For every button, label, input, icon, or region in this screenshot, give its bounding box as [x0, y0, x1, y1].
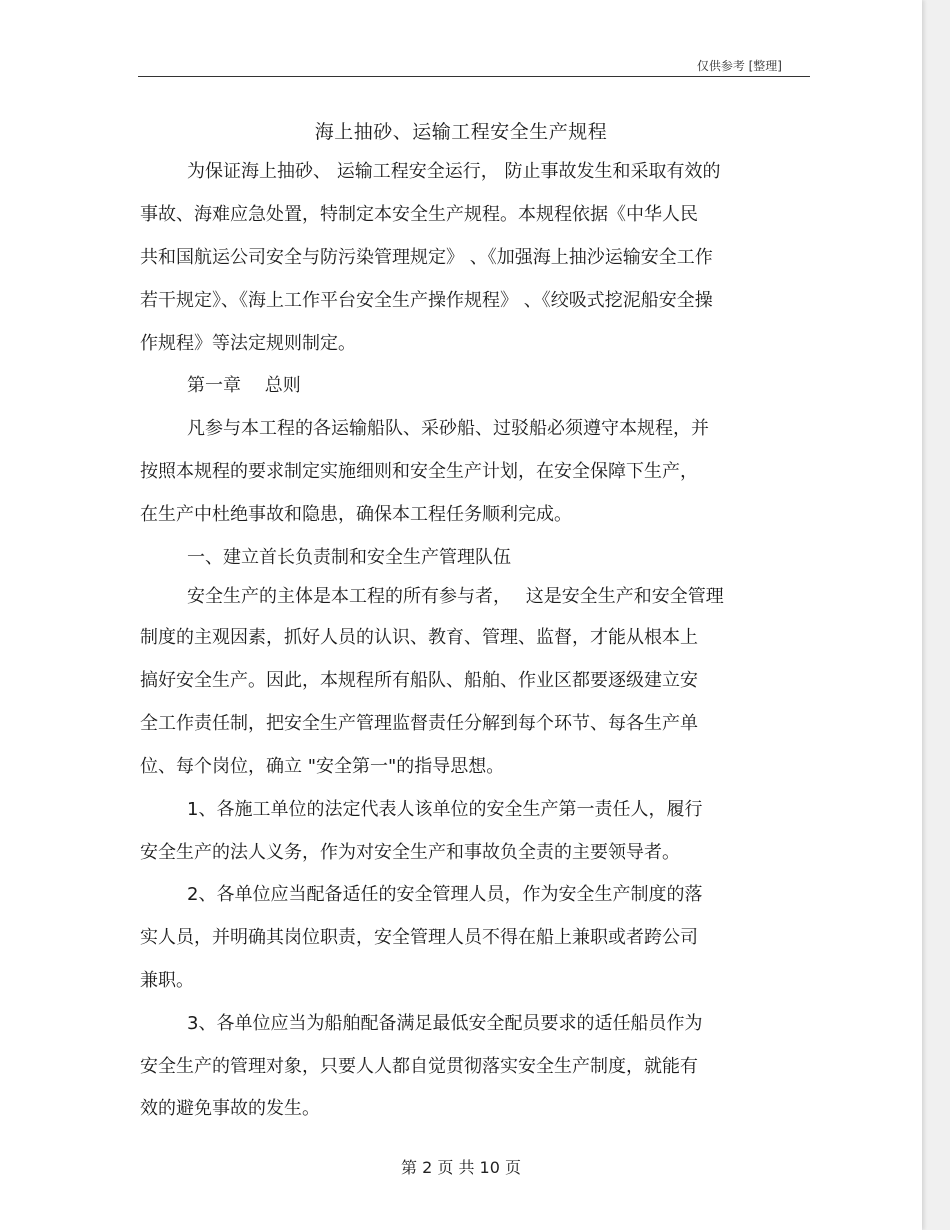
paragraph-line: 安全生产的管理对象，只要人人都自觉贯彻落实安全生产制度，就能有 [140, 1056, 698, 1077]
paragraph-line: 全工作责任制，把安全生产管理监督责任分解到每个环节、每各生产单 [140, 713, 698, 734]
document-title: 海上抽砂、运输工程安全生产规程 [314, 121, 608, 143]
paragraph-line: 制度的主观因素，抓好人员的认识、教育、管理、监督，才能从根本上 [140, 627, 698, 648]
paragraph-line: 安全生产的法人义务，作为对安全生产和事故负全责的主要领导者。 [140, 842, 680, 863]
paragraph-line: 兼职。 [140, 970, 194, 991]
paragraph-line: 实人员，并明确其岗位职责，安全管理人员不得在船上兼职或者跨公司 [140, 927, 698, 948]
paragraph-line: 凡参与本工程的各运输船队、采砂船、过驳船必须遵守本规程，并 [187, 418, 709, 439]
paragraph-line: 事故、海难应急处置，特制定本安全生产规程。本规程依据《中华人民 [140, 204, 698, 225]
paragraph-line: 若干规定》、《海上工作平台安全生产操作规程》 、《绞吸式挖泥船安全操 [140, 290, 713, 311]
header-note: 仅供参考 [整理] [696, 59, 782, 73]
paragraph-line: 作规程》等法定规则制定。 [140, 333, 356, 354]
paragraph-line: 效的避免事故的发生。 [140, 1098, 320, 1119]
header-divider [138, 76, 810, 77]
paragraph-line: 按照本规程的要求制定实施细则和安全生产计划，在安全保障下生产， [140, 461, 698, 482]
section-heading: 一、建立首长负责制和安全生产管理队伍 [187, 547, 511, 568]
paragraph-line: 2、各单位应当配备适任的安全管理人员，作为安全生产制度的落 [187, 884, 703, 905]
page-number-footer: 第 2 页 共 10 页 [401, 1158, 521, 1177]
chapter-heading: 第一章 总则 [187, 375, 301, 396]
paragraph-line: 位、每个岗位，确立 "安全第一"的指导思想。 [140, 756, 505, 777]
paragraph-line: 在生产中杜绝事故和隐患，确保本工程任务顺利完成。 [140, 504, 572, 525]
paragraph-line: 1、各施工单位的法定代表人该单位的安全生产第一责任人，履行 [187, 799, 703, 820]
paragraph-line: 共和国航运公司安全与防污染管理规定》 、《加强海上抽沙运输安全工作 [140, 247, 713, 268]
paragraph-line: 安全生产的主体是本工程的所有参与者， 这是安全生产和安全管理 [187, 586, 724, 607]
paragraph-line: 搞好安全生产。因此，本规程所有船队、船舶、作业区都要逐级建立安 [140, 670, 698, 691]
paragraph-line: 为保证海上抽砂、 运输工程安全运行， 防止事故发生和采取有效的 [187, 161, 721, 182]
paragraph-line: 3、各单位应当为船舶配备满足最低安全配员要求的适任船员作为 [187, 1013, 703, 1034]
